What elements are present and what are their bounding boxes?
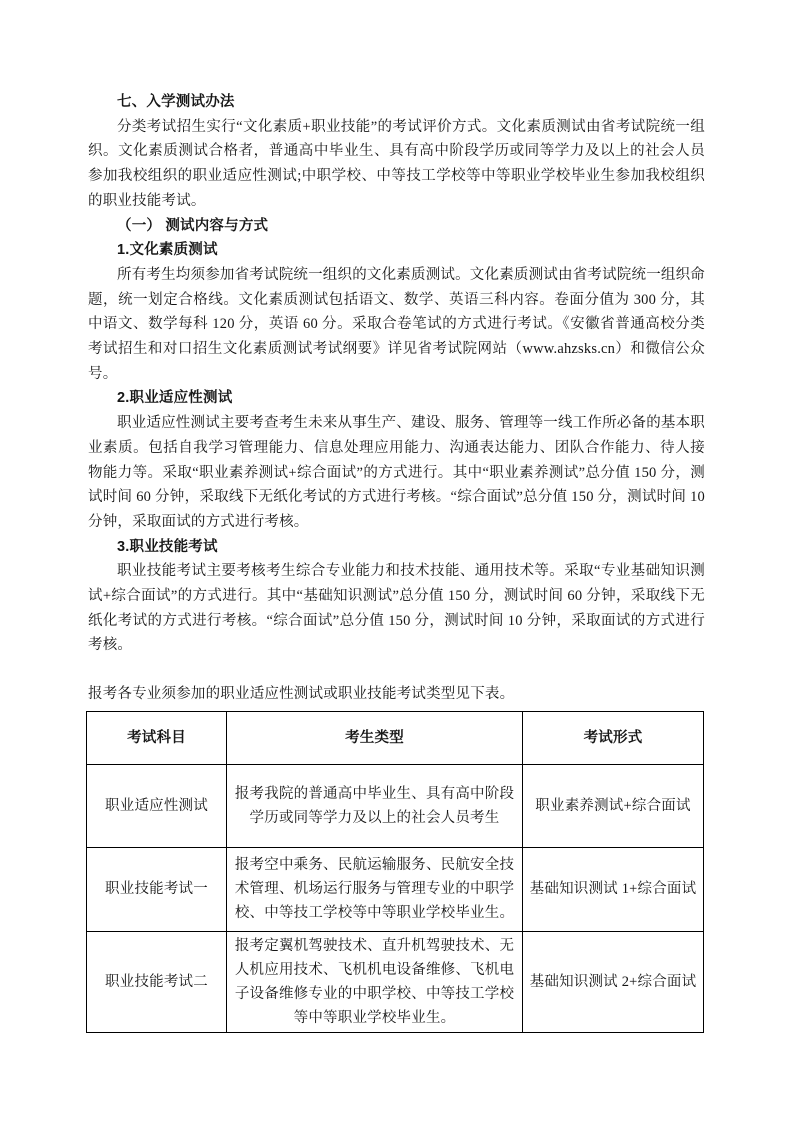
table-row xyxy=(87,931,704,1032)
section-heading-admission-test: 七、入学测试办法 xyxy=(117,94,235,110)
cell-exam-form: 职业素养测试+综合面试 xyxy=(523,764,704,847)
cell-candidate-type: 报考我院的普通高中毕业生、具有高中阶段学历或同等学力及以上的社会人员考生 xyxy=(227,764,523,847)
paragraph-admission-overview: 分类考试招生实行“文化素质+职业技能”的考试评价方式。文化素质测试由省考试院统一组织。文化素质测试合格者，普通高中毕业生、具有高中阶段学历或同等学力及以上的社会人员参加我校组织的职业适应性测试;中职学校、中等技工学校等中等职业学校毕业生参加我校组织的职业技能考试。 xyxy=(88,118,705,209)
paragraph-vocational-aptitude-test: 职业适应性测试主要考查考生未来从事生产、建设、服务、管理等一线工作所必备的基本职业素质。包括自我学习管理能力、信息处理应用能力、沟通表达能力、团队合作能力、待人接物能力等。采取“职业素养测试+综合面试”的方式进行。其中“职业素养测试”总分值 150 分，测试时间 60 分钟，采取线下无纸化考试的方式进行考核。“综合面试”总分值 150 分，测试时间 10 分钟，采取面试的方式进行考核。 xyxy=(88,415,705,530)
subsection-heading-content-method: （一） 测试内容与方式 xyxy=(117,217,269,234)
cell-candidate-type: 报考定翼机驾驶技术、直升机驾驶技术、无人机应用技术、飞机机电设备维修、飞机电子设备维修专业的中职学校、中等技工学校等中等职业学校毕业生。 xyxy=(227,931,523,1032)
cell-exam-subject: 职业技能考试二 xyxy=(87,931,227,1032)
table-intro-text: 报考各专业须参加的职业适应性测试或职业技能考试类型见下表。 xyxy=(88,686,515,703)
table-header-exam-form: 考试形式 xyxy=(523,711,704,764)
table-header-row xyxy=(87,711,704,764)
cell-exam-form: 基础知识测试 2+综合面试 xyxy=(523,931,704,1032)
item-heading-culture-quality-test: 1.文化素质测试 xyxy=(117,242,218,259)
paragraph-culture-quality-test: 所有考生均须参加省考试院统一组织的文化素质测试。文化素质测试由省考试院统一组织命题，统一划定合格线。文化素质测试包括语文、数学、英语三科内容。卷面分值为 300 分，其中语文、数学每科 120 分，英语 60 分。采取合卷笔试的方式进行考试。《安徽省普通高校分类考试招生和对口招生文化素质测试考试纲要》详见省考试院网站（www.ahzsks.cn）和微信公众号。 xyxy=(88,266,705,382)
cell-exam-subject: 职业技能考试一 xyxy=(87,847,227,931)
cell-exam-form: 基础知识测试 1+综合面试 xyxy=(523,847,704,931)
table-row xyxy=(87,764,704,847)
cell-candidate-type: 报考空中乘务、民航运输服务、民航安全技术管理、机场运行服务与管理专业的中职学校、中等技工学校等中等职业学校毕业生。 xyxy=(227,847,523,931)
item-heading-vocational-skill-exam: 3.职业技能考试 xyxy=(117,538,218,555)
table-row xyxy=(87,847,704,931)
cell-exam-subject: 职业适应性测试 xyxy=(87,764,227,847)
item-heading-vocational-aptitude-test: 2.职业适应性测试 xyxy=(117,390,233,407)
exam-type-table xyxy=(86,711,704,1033)
table-header-exam-subject: 考试科目 xyxy=(87,711,227,764)
paragraph-vocational-skill-exam: 职业技能考试主要考核考生综合专业能力和技术技能、通用技术等。采取“专业基础知识测试+综合面试”的方式进行。其中“基础知识测试”总分值 150 分，测试时间 60 分钟，采取线下无纸化考试的方式进行考核。“综合面试”总分值 150 分，测试时间 10 分钟，采取面试的方式进行考核。 xyxy=(88,563,705,654)
table-header-candidate-type: 考生类型 xyxy=(227,711,523,764)
